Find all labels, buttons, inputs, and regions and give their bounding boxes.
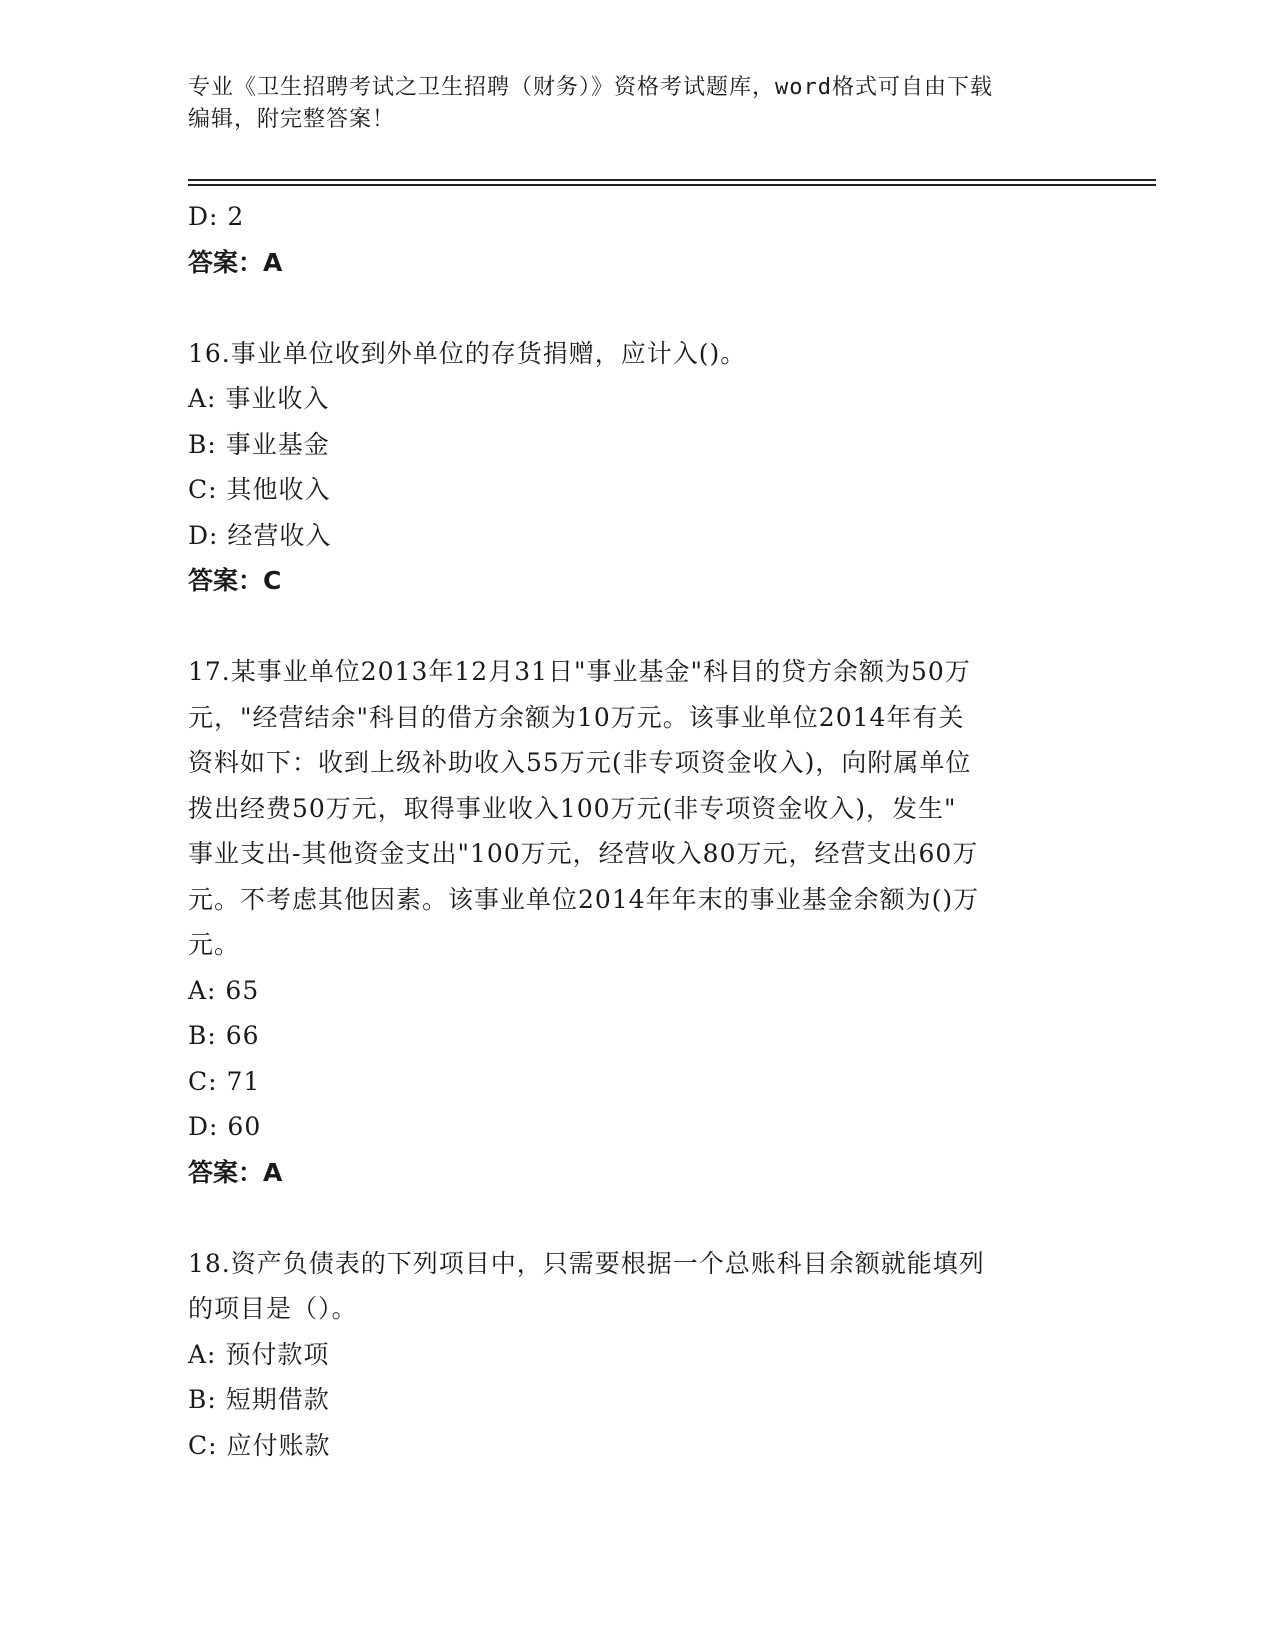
header-line-2: 编辑，附完整答案！ xyxy=(188,107,396,132)
q16-option-b: B: 事业基金 xyxy=(188,429,330,459)
q16-option-a: A: 事业收入 xyxy=(188,384,330,413)
q16-answer: 答案：C xyxy=(188,566,282,595)
prev-answer: 答案：A xyxy=(188,247,283,277)
q17-text-line-1: 17.某事业单位2013年12月31日"事业基金"科目的贷方余额为50万 xyxy=(188,657,971,686)
spacer xyxy=(188,285,1088,331)
q18-text-line-2: 的项目是（）。 xyxy=(188,1294,358,1323)
q17-text-line-4: 拨出经费50万元，取得事业收入100万元(非专项资金收入)，发生" xyxy=(188,793,957,823)
q17-text-line-6: 元。不考虑其他因素。该事业单位2014年年末的事业基金余额为()万 xyxy=(188,884,980,914)
q17-option-b: B: 66 xyxy=(188,1021,260,1050)
prev-option-d: D: 2 xyxy=(188,202,245,231)
q16-text: 16.事业单位收到外单位的存货捐赠，应计入()。 xyxy=(188,338,747,368)
header-divider-bottom xyxy=(188,184,1156,186)
spacer xyxy=(188,604,1088,650)
q17-text-line-3: 资料如下：收到上级补助收入55万元(非专项资金收入)，向附属单位 xyxy=(188,748,972,777)
q17-option-a: A: 65 xyxy=(188,975,260,1005)
question-list xyxy=(188,194,1088,1468)
q17-option-d: D: 60 xyxy=(188,1112,262,1141)
spacer xyxy=(188,1195,1088,1241)
header-divider-top xyxy=(188,179,1156,181)
q16-option-d: D: 经营收入 xyxy=(188,520,332,550)
q17-answer: 答案：A xyxy=(188,1157,283,1187)
q17-text-line-5: 事业支出-其他资金支出"100万元，经营收入80万元，经营支出60万 xyxy=(188,839,979,868)
header-line-1: 专业《卫生招聘考试之卫生招聘（财务）》资格考试题库，word格式可自由下载 xyxy=(188,75,993,100)
q16-option-c: C: 其他收入 xyxy=(188,475,331,504)
document-header xyxy=(188,72,1088,136)
q18-text-line-1: 18.资产负债表的下列项目中，只需要根据一个总账科目余额就能填列 xyxy=(188,1248,985,1278)
q18-option-c: C: 应付账款 xyxy=(188,1430,331,1460)
q18-option-b: B: 短期借款 xyxy=(188,1385,330,1414)
q17-text-line-7: 元。 xyxy=(188,930,241,959)
q17-text-line-2: 元，"经营结余"科目的借方余额为10万元。该事业单位2014年有关 xyxy=(188,702,965,732)
q17-option-c: C: 71 xyxy=(188,1066,261,1096)
q18-option-a: A: 预付款项 xyxy=(188,1339,330,1369)
